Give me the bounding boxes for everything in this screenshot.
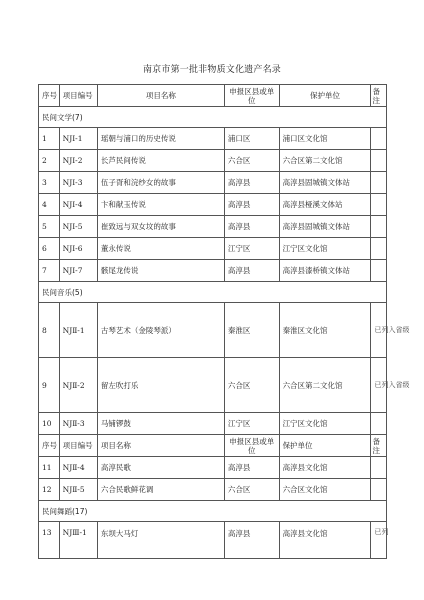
header-no: 序号 [39,435,60,457]
cell-code: NJⅠ-2 [59,150,97,172]
cell-district: 高淳县 [224,216,279,238]
table-row [39,413,387,435]
cell-unit: 高淳县文化馆 [279,522,371,559]
header-code: 项目编号 [59,85,97,107]
header-row [39,85,387,107]
cell-no: 6 [39,238,60,260]
cell-name: 伍子胥和浣纱女的故事 [97,172,224,194]
cell-district: 六合区 [224,358,279,413]
cell-unit: 六合区文化馆 [279,479,371,501]
cell-note [371,128,387,150]
cell-note [371,194,387,216]
table-row [39,358,387,413]
cell-code: NJⅡ-3 [59,413,97,435]
table-row [39,238,387,260]
cell-name: 六合民歌鲜花调 [97,479,224,501]
header-district: 申报区县或单位 [224,435,279,457]
cell-note: 已列入省级 [371,358,387,413]
cell-no: 10 [39,413,60,435]
cell-code: NJⅡ-1 [59,303,97,358]
section-label: 民间文学(7) [39,107,387,128]
cell-note [371,479,387,501]
cell-district: 浦口区 [224,128,279,150]
cell-name: 马铺锣鼓 [97,413,224,435]
cell-code: NJⅠ-6 [59,238,97,260]
cell-code: NJⅡ-2 [59,358,97,413]
cell-district: 高淳县 [224,260,279,282]
table-row [39,303,387,358]
cell-name: 高淳民歌 [97,457,224,479]
cell-code: NJⅢ-1 [59,522,97,559]
cell-unit: 江宁区文化馆 [279,413,371,435]
header-name: 项目名称 [97,85,224,107]
cell-name: 古琴艺术（金陵琴派） [97,303,224,358]
cell-no: 7 [39,260,60,282]
table-row [39,128,387,150]
header-district: 申报区县或单位 [224,85,279,107]
header-row-repeat [39,435,387,457]
table-row [39,150,387,172]
cell-name: 骸尾龙传说 [97,260,224,282]
cell-no: 13 [39,522,60,559]
cell-name: 长芦民间传说 [97,150,224,172]
cell-district: 高淳县 [224,457,279,479]
cell-unit: 江宁区文化馆 [279,238,371,260]
table-row [39,194,387,216]
cell-no: 2 [39,150,60,172]
cell-code: NJⅠ-5 [59,216,97,238]
cell-note [371,216,387,238]
cell-unit: 高淳县固城镇文体站 [279,172,371,194]
cell-no: 12 [39,479,60,501]
table-row [39,479,387,501]
table-row [39,522,387,559]
cell-name: 东坝大马灯 [97,522,224,559]
cell-district: 高淳县 [224,172,279,194]
cell-no: 8 [39,303,60,358]
cell-no: 5 [39,216,60,238]
section-row [39,107,387,128]
cell-code: NJⅡ-4 [59,457,97,479]
cell-unit: 六合区第二文化馆 [279,150,371,172]
cell-code: NJⅠ-1 [59,128,97,150]
table-row [39,216,387,238]
cell-unit: 高淳县固城镇文体站 [279,216,371,238]
header-unit: 保护单位 [279,435,371,457]
section-label: 民间舞蹈(17) [39,501,387,522]
cell-district: 江宁区 [224,238,279,260]
cell-no: 1 [39,128,60,150]
cell-note [371,260,387,282]
cell-unit: 秦淮区文化馆 [279,303,371,358]
header-note: 备注 [371,85,387,107]
header-unit: 保护单位 [279,85,371,107]
heritage-list-table [38,84,410,559]
cell-note [371,413,387,435]
table-row [39,457,387,479]
cell-name: 董永传说 [97,238,224,260]
cell-name: 崔致远与双女坟的故事 [97,216,224,238]
cell-no: 9 [39,358,60,413]
header-note: 备注 [371,435,387,457]
document-title: 南京市第一批非物质文化遗产名录 [142,65,281,75]
header-name: 项目名称 [97,435,224,457]
cell-unit: 高淳县漆桥镇文体站 [279,260,371,282]
cell-unit: 高淳县文化馆 [279,457,371,479]
cell-code: NJⅠ-4 [59,194,97,216]
section-row [39,501,387,522]
cell-unit: 浦口区文化馆 [279,128,371,150]
header-no: 序号 [39,85,60,107]
cell-name: 留左吹打乐 [97,358,224,413]
cell-district: 高淳县 [224,522,279,559]
cell-note: 已列 [371,522,387,559]
header-code: 项目编号 [59,435,97,457]
cell-district: 六合区 [224,150,279,172]
cell-name: 卞和献玉传说 [97,194,224,216]
table-row [39,172,387,194]
cell-note [371,238,387,260]
cell-note: 已列入省级 [371,303,387,358]
cell-unit: 高淳县桠溪文体站 [279,194,371,216]
cell-code: NJⅠ-7 [59,260,97,282]
section-row [39,282,387,303]
cell-no: 3 [39,172,60,194]
cell-name: 瑶朝与浦口的历史传说 [97,128,224,150]
cell-no: 4 [39,194,60,216]
cell-note [371,172,387,194]
cell-district: 秦淮区 [224,303,279,358]
cell-note [371,150,387,172]
cell-district: 高淳县 [224,194,279,216]
cell-code: NJⅡ-5 [59,479,97,501]
cell-no: 11 [39,457,60,479]
cell-district: 六合区 [224,479,279,501]
cell-unit: 六合区第二文化馆 [279,358,371,413]
cell-code: NJⅠ-3 [59,172,97,194]
table-row [39,260,387,282]
section-label: 民间音乐(5) [39,282,387,303]
cell-note [371,457,387,479]
cell-district: 江宁区 [224,413,279,435]
